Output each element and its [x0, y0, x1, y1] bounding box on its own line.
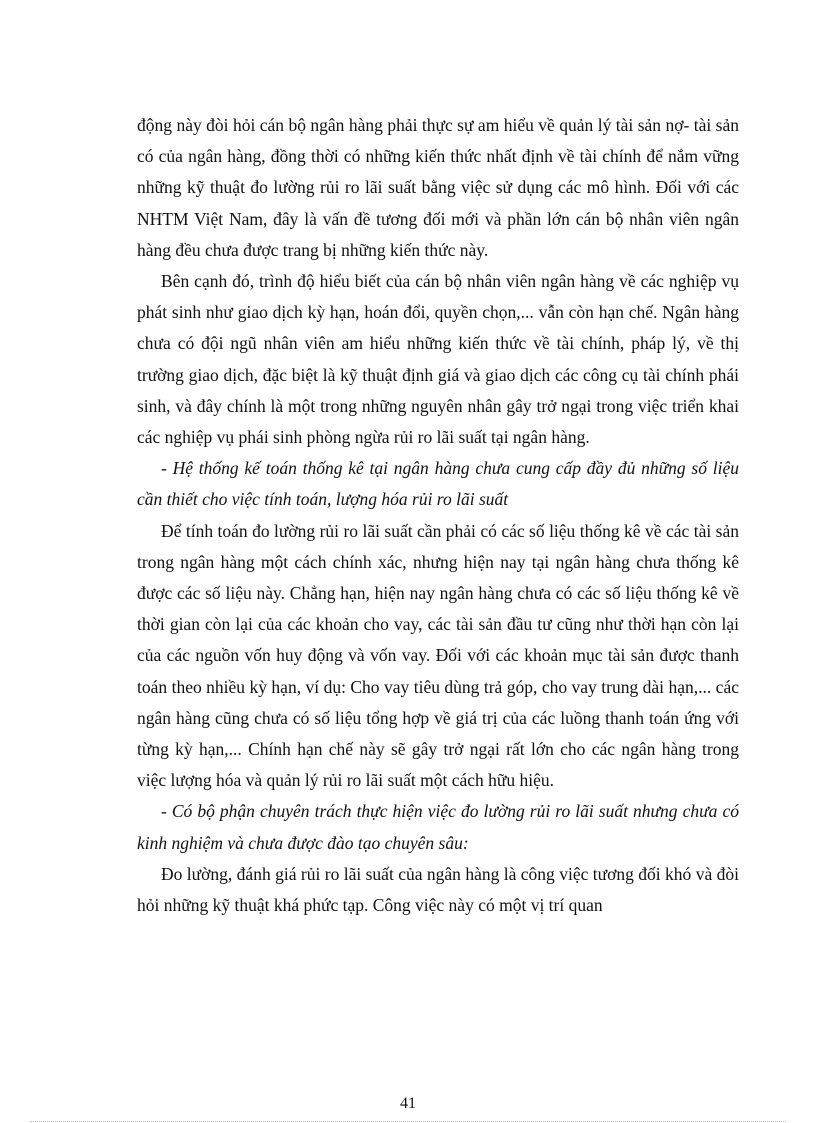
- heading-specialized-department: - Có bộ phận chuyên trách thực hiện việc đo lường rủi ro lãi suất nhưng chưa có kinh nghiệm và chưa được đào tạo chuyên sâu:: [137, 801, 739, 853]
- page-number: 41: [400, 1095, 416, 1112]
- paragraph-measurement: Đo lường, đánh giá rủi ro lãi suất của ngân hàng là công việc tương đối khó và đòi hỏi những kỹ thuật khá phức tạp. Công việc này có một vị trí quan: [137, 863, 739, 916]
- body-text: [137, 110, 739, 921]
- paragraph-statistics: Để tính toán đo lường rủi ro lãi suất cần phải có các số liệu thống kê về các tài sản trong ngân hàng một cách chính xác, nhưng hiện nay tại ngân hàng chưa thống kê được các số liệu này. Chẳng hạn, hiện nay ngân hàng chưa có các số liệu thống kê về thời gian còn lại của các khoản cho vay, các tài sản đầu tư cũng như thời hạn còn lại của các nguồn vốn huy động và vốn vay. Đối với các khoản mục tài sản được thanh toán theo nhiều kỳ hạn, ví dụ: Cho vay tiêu dùng trả góp, cho vay trung dài hạn,... các ngân hàng cũng chưa có số liệu tổng hợp về giá trị của các luồng thanh toán ứng với từng kỳ hạn,... Chính hạn chế này sẽ gây trở ngại rất lớn cho các ngân hàng trong việc lượng hóa và quản lý rủi ro lãi suất một cách hữu hiệu.: [137, 520, 739, 791]
- page-bottom-divider: [30, 1121, 786, 1122]
- paragraph-staff-knowledge: Bên cạnh đó, trình độ hiểu biết của cán bộ nhân viên ngân hàng về các nghiệp vụ phát sinh như giao dịch kỳ hạn, hoán đổi, quyền chọn,... vẫn còn hạn chế. Ngân hàng chưa có đội ngũ nhân viên am hiểu những kiến thức về tài chính, pháp lý, về thị trường giao dịch, đặc biệt là kỹ thuật định giá và giao dịch các công cụ tài chính phái sinh, và đây chính là một trong những nguyên nhân gây trở ngại trong việc triển khai các nghiệp vụ phái sinh phòng ngừa rủi ro lãi suất tại ngân hàng.: [137, 271, 739, 448]
- paragraph-continuation: động này đòi hỏi cán bộ ngân hàng phải thực sự am hiểu về quản lý tài sản nợ- tài sản có của ngân hàng, đồng thời có những kiến thức nhất định về tài chính để nắm vững những kỹ thuật đo lường rủi ro lãi suất bằng việc sử dụng các mô hình. Đối với các NHTM Việt Nam, đây là vấn đề tương đối mới và phần lớn cán bộ nhân viên ngân hàng đều chưa được trang bị những kiến thức này.: [137, 115, 739, 260]
- heading-accounting-system: - Hệ thống kế toán thống kê tại ngân hàng chưa cung cấp đầy đủ những số liệu cần thiết cho việc tính toán, lượng hóa rủi ro lãi suất: [137, 458, 739, 510]
